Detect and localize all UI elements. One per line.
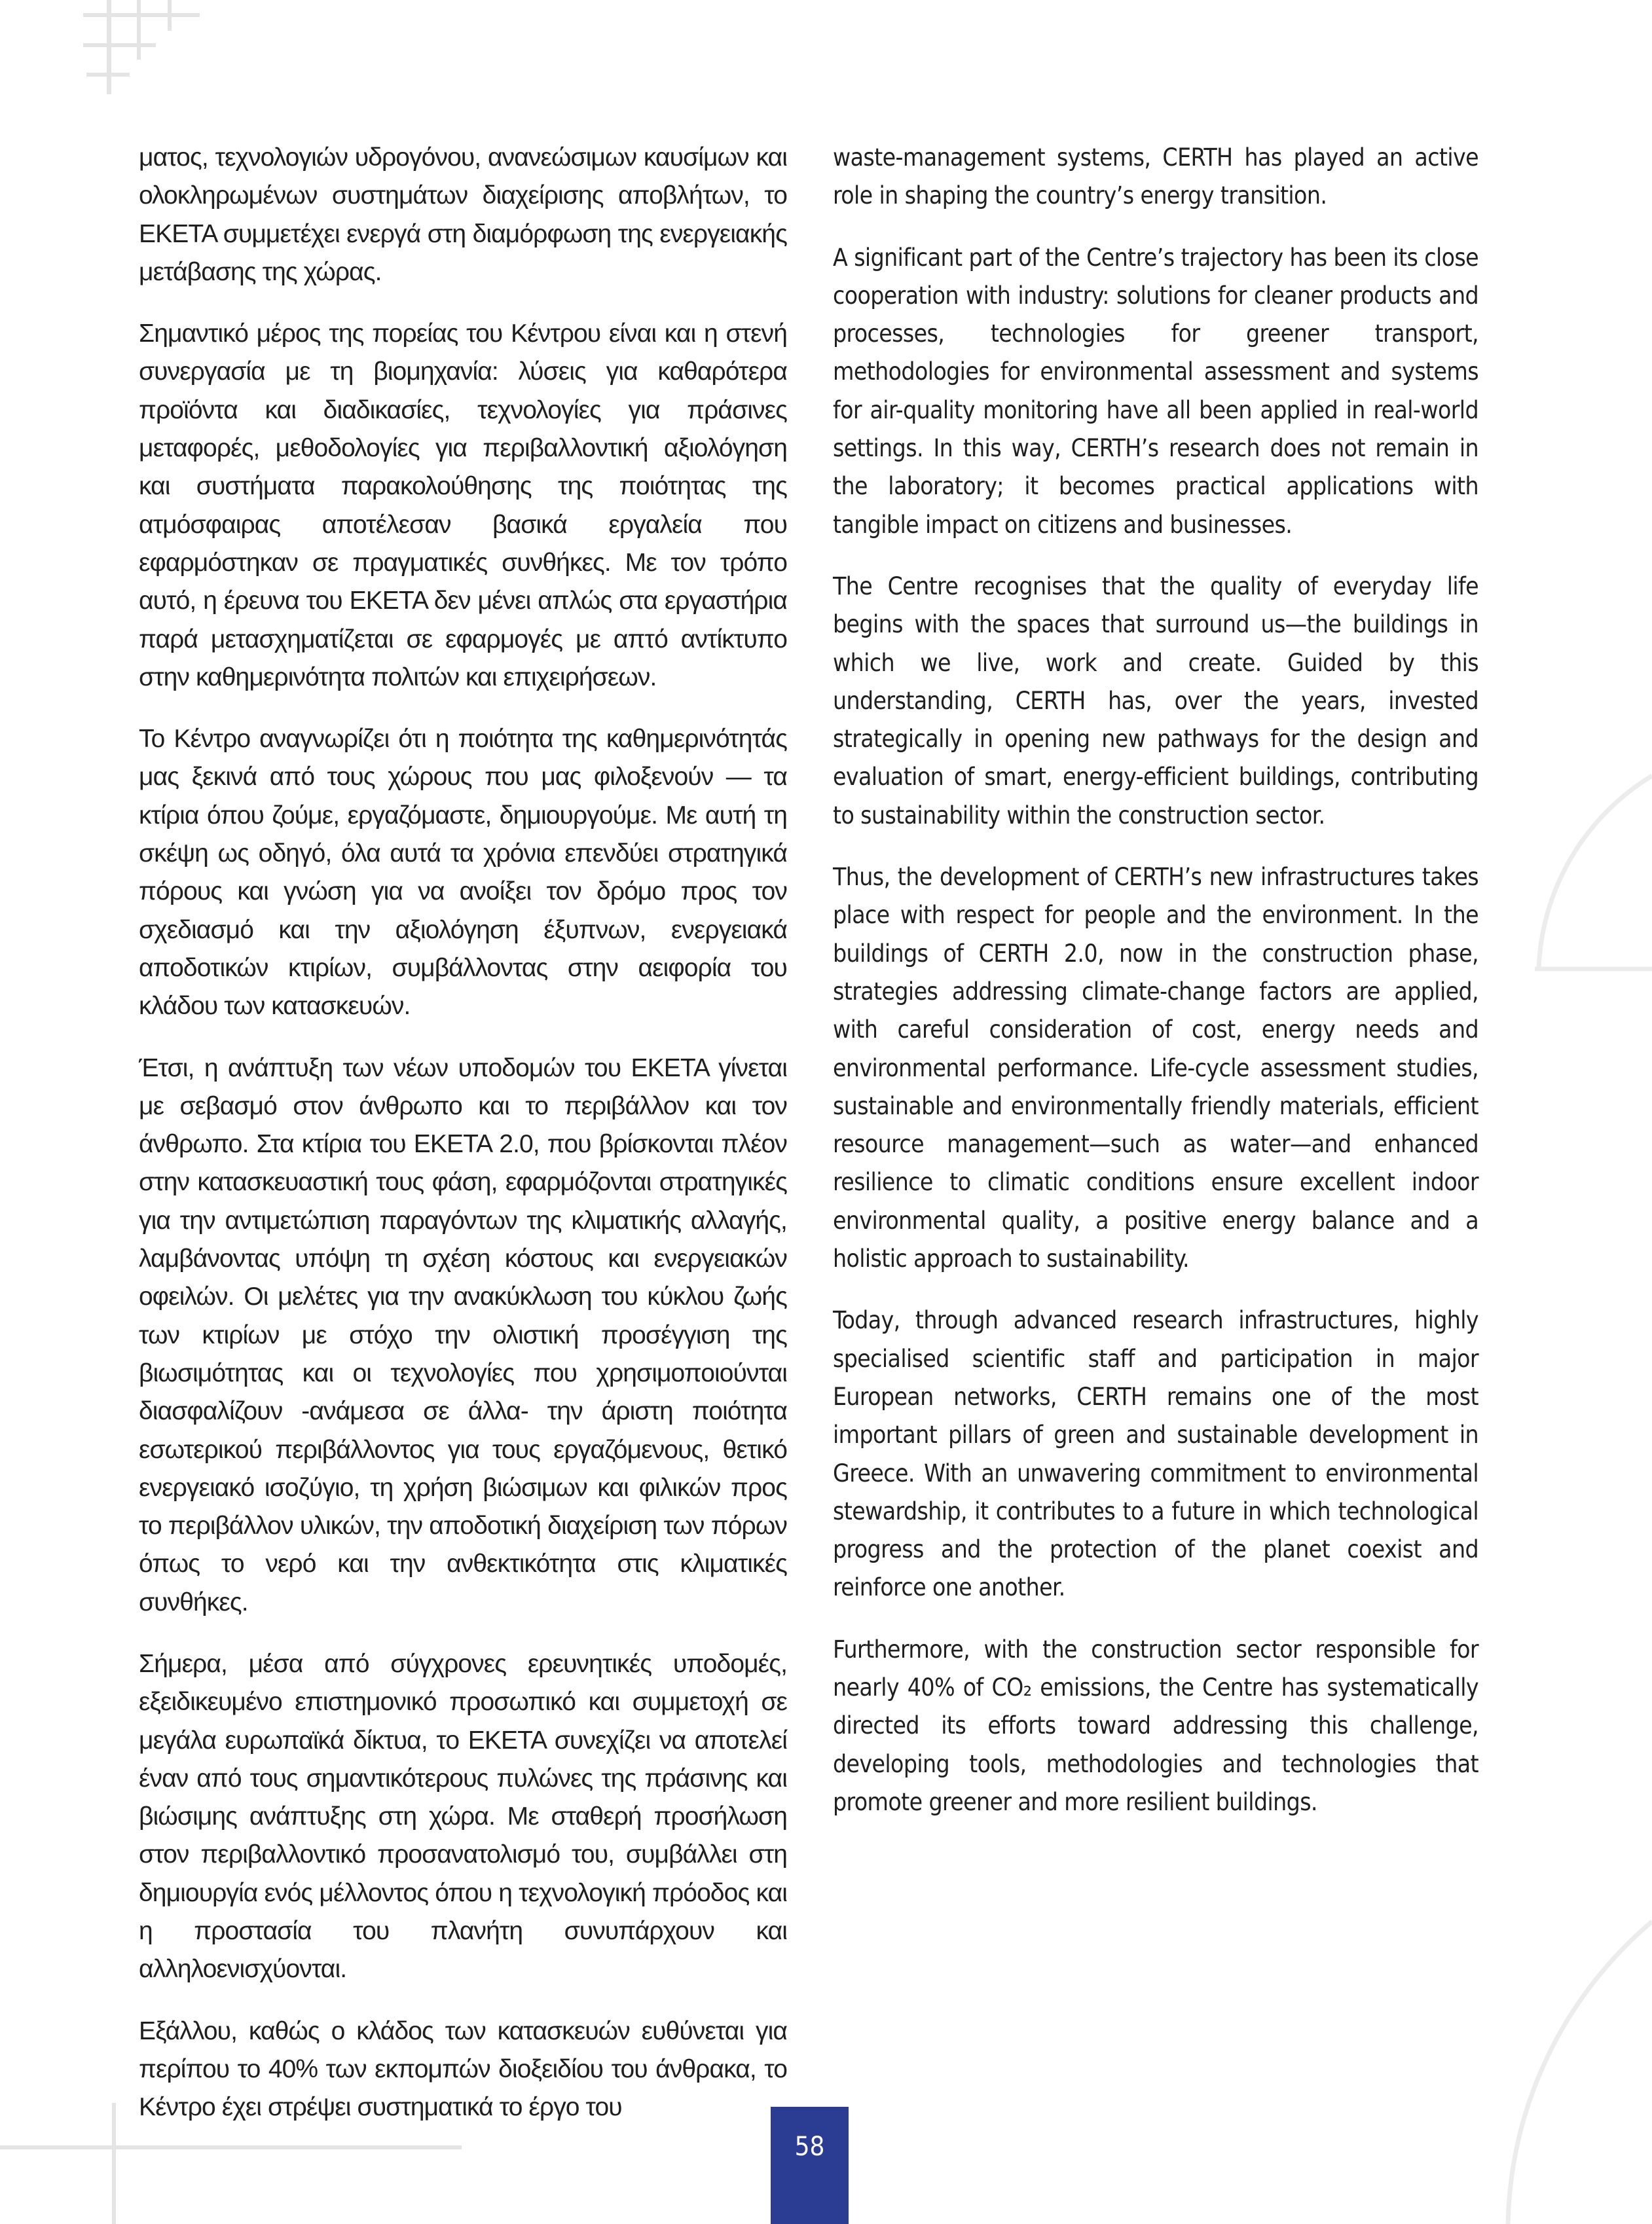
page-number: 58 <box>794 2132 825 2162</box>
paragraph: Έτσι, η ανάπτυξη των νέων υποδομών του ΕΚΕΤΑ γίνεται με σεβασμό στον άνθρωπο και το περιβάλλον και τον άνθρωπο. Στα κτίρια του ΕΚΕΤΑ 2.0, που βρίσκονται πλέον στην κατασκευαστική τους φάση, εφαρμόζονται στρατηγικές για την αντιμετώπιση παραγόντων της κλιματικής αλλαγής, λαμβάνοντας υπόψη τη σχέση κόστους και ενεργειακών οφειλών. Οι μελέτες για την ανακύκλωση του κύκλου ζωής των κτιρίων με στόχο την ολιστική προσέγγιση της βιωσιμότητας και οι τεχνολογίες που χρησιμοποιούνται διασφαλίζουν -ανάμεσα σε άλλα- την άριστη ποιότητα εσωτερικού περιβάλλοντος για τους εργαζόμενους, θετικό ενεργειακό ισοζύγιο, τη χρήση βιώσιμων και φιλικών προς το περιβάλλον υλικών, την αποδοτική διαχείριση των πόρων όπως το νερό και την ανθεκτικότητα στις κλιματικές συνθήκες. <box>139 1053 787 1616</box>
paragraph: Το Κέντρο αναγνωρίζει ότι η ποιότητα της καθημερινότητάς μας ξεκινά από τους χώρους που μας φιλοξενούν — τα κτίρια όπου ζούμε, εργαζόμαστε, δημιουργούμε. Με αυτή τη σκέψη ως οδηγό, όλα αυτά τα χρόνια επενδύει στρατηγικά πόρους και γνώση για να ανοίξει τον δρόμο προς τον σχεδιασμό και την αξιολόγηση έξυπνων, ενεργειακά αποδοτικών κτιρίων, συμβάλλοντας στην αειφορία του κλάδου των κατασκευών. <box>139 725 787 1021</box>
right-column-english <box>833 139 1478 1845</box>
page-number-box <box>771 2107 849 2224</box>
grid-line <box>86 73 130 77</box>
arc-lower-right <box>1508 1922 1652 2224</box>
grid-line <box>137 0 141 60</box>
paragraph: A significant part of the Centre’s trajectory has been its close cooperation with industry: solutions for cleaner products and processes, technologies for greener transport, methodologies for environmental assessment and systems for air-quality monitoring have all been applied in real-world settings. In this way, CERTH’s research does not remain in the laboratory; it becomes practical applications with tangible impact on citizens and businesses. <box>833 243 1478 539</box>
paragraph: Σημαντικό μέρος της πορείας του Κέντρου είναι και η στενή συνεργασία με τη βιομηχανία: λύσεις για καθαρότερα προϊόντα και διαδικασίες, τεχνολογίες για πράσινες μεταφορές, μεθοδολογίες για περιβαλλοντική αξιολόγηση και συστήματα παρακολούθησης της ποιότητας της ατμόσφαιρας αποτέλεσαν βασικά εργαλεία που εφαρμόστηκαν σε πραγματικές συνθήκες. Με τον τρόπο αυτό, η έρευνα του ΕΚΕΤΑ δεν μένει απλώς στα εργαστήρια παρά μετασχηματίζεται σε εφαρμογές με απτό αντίκτυπο στην καθημερινότητα πολιτών και επιχειρήσεων. <box>139 319 787 691</box>
cross-line-vertical <box>112 2103 116 2224</box>
paragraph: Thus, the development of CERTH’s new infrastructures takes place with respect for people and the environment. In the buildings of CERTH 2.0, now in the construction phase, strategies addressing climate-change factors are applied, with careful consideration of cost, energy needs and environmental performance. Life-cycle assessment studies, sustainable and environmentally friendly materials, efficient resource management—such as water—and enhanced resilience to climatic conditions ensure excellent indoor environmental quality, a positive energy balance and a holistic approach to sustainability. <box>833 863 1478 1273</box>
grid-line <box>83 43 156 47</box>
paragraph: Σήμερα, μέσα από σύγχρονες ερευνητικές υποδομές, εξειδικευμένο επιστημονικό προσωπικό και συμμετοχή σε μεγάλα ευρωπαϊκά δίκτυα, το ΕΚΕΤΑ συνεχίζει να αποτελεί έναν από τους σημαντικότερους πυλώνες της πράσινης και βιώσιμης ανάπτυξης στη χώρα. Με σταθερή προσήλωση στον περιβαλλοντικό προσανατολισμό του, συμβάλλει στη δημιουργία ενός μέλλοντος όπου η τεχνολογική πρόοδος και η προστασία του πλανήτη συνυπάρχουν και αλληλοενισχύονται. <box>139 1649 787 1984</box>
paragraph: Today, through advanced research infrastructures, highly specialised scientific staff and participation in major European networks, CERTH remains one of the most important pillars of green and sustainable development in Greece. With an unwavering commitment to environmental stewardship, it contributes to a future in which technological progress and the protection of the planet coexist and reinforce one another. <box>833 1306 1478 1602</box>
paragraph: Εξάλλου, καθώς ο κλάδος των κατασκευών ευθύνεται για περίπου το 40% των εκπομπών διοξειδίου του άνθρακα, το Κέντρο έχει στρέψει συστηματικά το έργο του <box>139 2016 787 2122</box>
paragraph: Furthermore, with the construction sector responsible for nearly 40% of CO₂ emissions, the Centre has systematically directed its efforts toward addressing this challenge, developing tools, methodologies and technologies that promote greener and more resilient buildings. <box>833 1635 1478 1816</box>
paragraph: The Centre recognises that the quality of everyday life begins with the spaces that surround us—the buildings in which we live, work and create. Guided by this understanding, CERTH has, over the years, invested strategically in opening new pathways for the design and evaluation of smart, energy-efficient buildings, contributing to sustainability within the construction sector. <box>833 572 1478 829</box>
arc-upper-right <box>1539 776 1652 969</box>
paragraph: ματος, τεχνολογιών υδρογόνου, ανανεώσιμων καυσίμων και ολοκληρωμένων συστημάτων διαχείρισης αποβλήτων, το ΕΚΕΤΑ συμμετέχει ενεργά στη διαμόρφωση της ενεργειακής μετάβασης της χώρας. <box>139 143 787 286</box>
left-column-greek <box>139 139 787 2151</box>
paragraph: waste-management systems, CERTH has played an active role in shaping the country’s energy transition. <box>833 143 1478 210</box>
grid-line <box>83 13 200 17</box>
